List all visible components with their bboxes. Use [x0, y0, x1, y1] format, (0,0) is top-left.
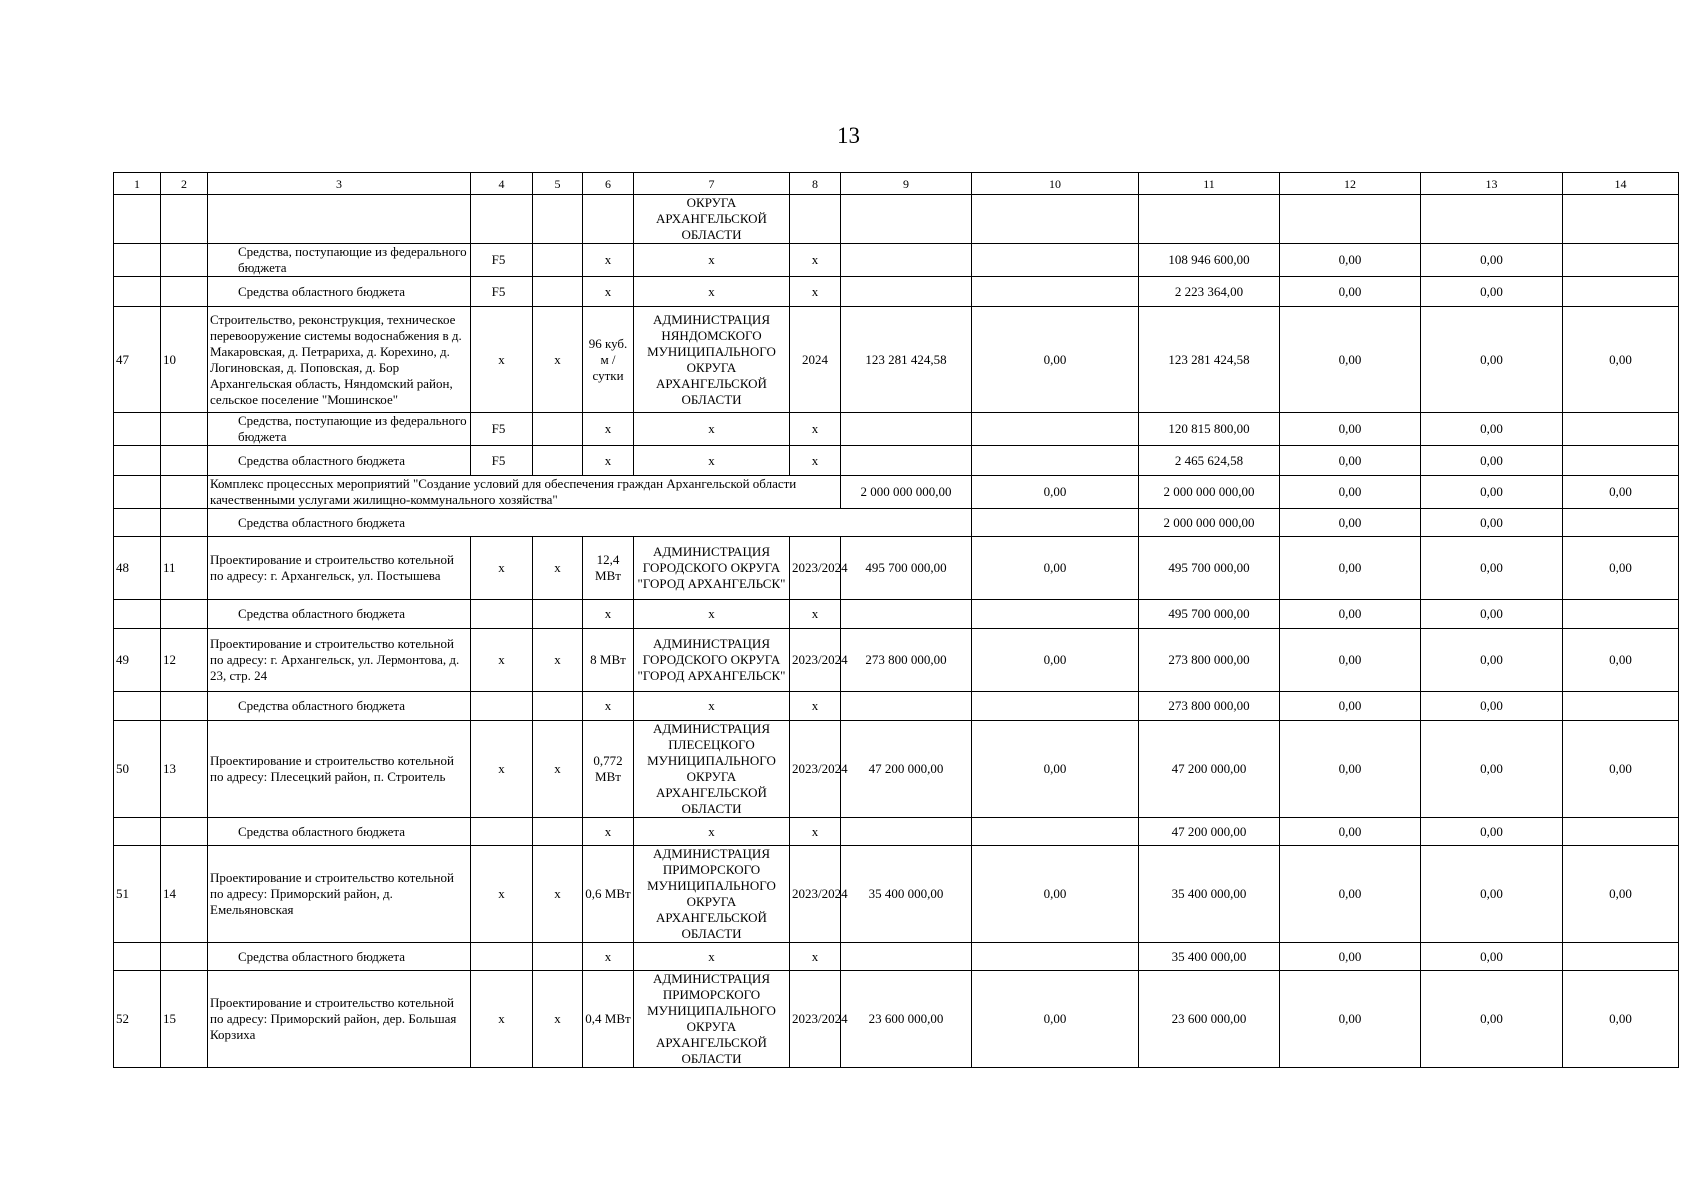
- amount-cell: 35 400 000,00: [1139, 943, 1280, 971]
- code-cell: F5: [471, 446, 533, 476]
- table-cell: х: [634, 818, 790, 846]
- table-cell: [114, 600, 161, 629]
- table-cell: [161, 600, 208, 629]
- code-cell: F5: [471, 413, 533, 446]
- table-cell: х: [634, 692, 790, 721]
- amount-cell: 0,00: [1563, 721, 1679, 818]
- project-name: Проектирование и строительство котельной по адресу: Приморский район, дер. Большая Корзиха: [208, 971, 471, 1068]
- table-cell: х: [790, 446, 841, 476]
- amount-cell: 273 800 000,00: [1139, 692, 1280, 721]
- table-row: [114, 846, 1679, 943]
- table-row: [114, 971, 1679, 1068]
- table-cell: [1563, 446, 1679, 476]
- amount-cell: 0,00: [1563, 971, 1679, 1068]
- table-cell: х: [533, 629, 583, 692]
- table-cell: х: [471, 971, 533, 1068]
- capacity-cell: 0,4 МВт: [583, 971, 634, 1068]
- row-number: 48: [114, 537, 161, 600]
- project-name: Проектирование и строительство котельной по адресу: Плесецкий район, п. Строитель: [208, 721, 471, 818]
- year-cell: 2024: [790, 307, 841, 413]
- row-number: 50: [114, 721, 161, 818]
- table-cell: [1280, 195, 1421, 244]
- funding-source: Средства, поступающие из федерального бюджета: [208, 244, 471, 277]
- funding-source: Средства областного бюджета: [208, 446, 471, 476]
- column-header: 5: [533, 173, 583, 195]
- table-cell: х: [790, 943, 841, 971]
- table-cell: х: [634, 446, 790, 476]
- amount-cell: 0,00: [1421, 600, 1563, 629]
- table-row: [114, 446, 1679, 476]
- table-cell: [161, 277, 208, 307]
- column-header: 4: [471, 173, 533, 195]
- table-cell: [161, 446, 208, 476]
- amount-cell: 0,00: [972, 629, 1139, 692]
- capacity-cell: 96 куб. м / сутки: [583, 307, 634, 413]
- amount-cell: 47 200 000,00: [841, 721, 972, 818]
- table-cell: х: [583, 692, 634, 721]
- amount-cell: 0,00: [1280, 244, 1421, 277]
- table-cell: [114, 943, 161, 971]
- table-cell: х: [790, 277, 841, 307]
- table-cell: [790, 195, 841, 244]
- table-cell: [1563, 509, 1679, 537]
- table-cell: х: [471, 537, 533, 600]
- table-cell: [972, 195, 1139, 244]
- table-cell: х: [634, 413, 790, 446]
- table-cell: [841, 413, 972, 446]
- table-cell: х: [533, 537, 583, 600]
- table-cell: [533, 277, 583, 307]
- amount-cell: 0,00: [1280, 971, 1421, 1068]
- code-cell: [471, 818, 533, 846]
- code-cell: F5: [471, 277, 533, 307]
- amount-cell: 0,00: [1280, 537, 1421, 600]
- table-cell: [533, 244, 583, 277]
- amount-cell: 273 800 000,00: [841, 629, 972, 692]
- row-number: 52: [114, 971, 161, 1068]
- table-cell: [471, 195, 533, 244]
- funding-source: Средства областного бюджета: [208, 818, 471, 846]
- table-cell: [533, 446, 583, 476]
- column-header: 13: [1421, 173, 1563, 195]
- administrator-cell: АДМИНИСТРАЦИЯ ПРИМОРСКОГО МУНИЦИПАЛЬНОГО ОКРУГА АРХАНГЕЛЬСКОЙ ОБЛАСТИ: [634, 846, 790, 943]
- amount-cell: 0,00: [1280, 721, 1421, 818]
- row-number: 51: [114, 846, 161, 943]
- capacity-cell: 12,4 МВт: [583, 537, 634, 600]
- amount-cell: 0,00: [972, 307, 1139, 413]
- table-cell: [841, 600, 972, 629]
- item-number: 14: [161, 846, 208, 943]
- table-cell: [533, 600, 583, 629]
- project-name: Проектирование и строительство котельной по адресу: Приморский район, д. Емельяновская: [208, 846, 471, 943]
- table-row: [114, 600, 1679, 629]
- table-cell: х: [634, 600, 790, 629]
- table-cell: [841, 277, 972, 307]
- amount-cell: 0,00: [972, 846, 1139, 943]
- amount-cell: 0,00: [1280, 307, 1421, 413]
- table-cell: [1563, 600, 1679, 629]
- table-cell: [841, 943, 972, 971]
- table-row: [114, 692, 1679, 721]
- administrator-cell: АДМИНИСТРАЦИЯ ГОРОДСКОГО ОКРУГА "ГОРОД АРХАНГЕЛЬСК": [634, 537, 790, 600]
- amount-cell: 0,00: [1280, 446, 1421, 476]
- capacity-cell: 0,772 МВт: [583, 721, 634, 818]
- column-header: 9: [841, 173, 972, 195]
- column-header: 12: [1280, 173, 1421, 195]
- table-cell: [1563, 277, 1679, 307]
- table-cell: [114, 244, 161, 277]
- amount-cell: 0,00: [1421, 509, 1563, 537]
- column-header: 8: [790, 173, 841, 195]
- table-cell: [114, 195, 161, 244]
- capacity-cell: 8 МВт: [583, 629, 634, 692]
- amount-cell: 0,00: [1563, 307, 1679, 413]
- table-cell: [972, 277, 1139, 307]
- table-cell: [1563, 195, 1679, 244]
- table-cell: [1139, 195, 1280, 244]
- table-row: [114, 629, 1679, 692]
- year-cell: 2023/2024: [790, 537, 841, 600]
- amount-cell: 23 600 000,00: [841, 971, 972, 1068]
- table-cell: х: [533, 971, 583, 1068]
- amount-cell: 0,00: [1563, 629, 1679, 692]
- amount-cell: 0,00: [1421, 476, 1563, 509]
- amount-cell: 35 400 000,00: [1139, 846, 1280, 943]
- amount-cell: 0,00: [1421, 971, 1563, 1068]
- amount-cell: 0,00: [1421, 846, 1563, 943]
- table-cell: х: [634, 943, 790, 971]
- table-cell: [114, 476, 161, 509]
- amount-cell: 123 281 424,58: [1139, 307, 1280, 413]
- table-row: [114, 537, 1679, 600]
- table-cell: [841, 195, 972, 244]
- amount-cell: 495 700 000,00: [1139, 600, 1280, 629]
- table-cell: х: [583, 244, 634, 277]
- amount-cell: 0,00: [972, 971, 1139, 1068]
- amount-cell: 495 700 000,00: [841, 537, 972, 600]
- table-cell: [1563, 818, 1679, 846]
- table-cell: х: [634, 277, 790, 307]
- table-cell: [533, 413, 583, 446]
- table-cell: [533, 943, 583, 971]
- amount-cell: 0,00: [1563, 846, 1679, 943]
- table-cell: х: [533, 721, 583, 818]
- table-row: [114, 413, 1679, 446]
- item-number: 11: [161, 537, 208, 600]
- table-cell: [161, 943, 208, 971]
- column-header: 14: [1563, 173, 1679, 195]
- table-cell: х: [583, 943, 634, 971]
- amount-cell: 0,00: [1421, 277, 1563, 307]
- row-number: 49: [114, 629, 161, 692]
- table-cell: х: [790, 600, 841, 629]
- administrator-cell: АДМИНИСТРАЦИЯ ПЛЕСЕЦКОГО МУНИЦИПАЛЬНОГО ОКРУГА АРХАНГЕЛЬСКОЙ ОБЛАСТИ: [634, 721, 790, 818]
- column-header: 6: [583, 173, 634, 195]
- amount-cell: 123 281 424,58: [841, 307, 972, 413]
- amount-cell: 0,00: [1280, 629, 1421, 692]
- amount-cell: 0,00: [972, 537, 1139, 600]
- table-row: [114, 943, 1679, 971]
- table-cell: [114, 413, 161, 446]
- year-cell: 2023/2024: [790, 721, 841, 818]
- year-cell: 2023/2024: [790, 629, 841, 692]
- project-name: Проектирование и строительство котельной по адресу: г. Архангельск, ул. Постышева: [208, 537, 471, 600]
- table-cell: х: [583, 600, 634, 629]
- amount-cell: 0,00: [1421, 446, 1563, 476]
- budget-table: [113, 172, 1679, 1068]
- amount-cell: 108 946 600,00: [1139, 244, 1280, 277]
- page-number: 13: [837, 123, 860, 148]
- amount-cell: 0,00: [1280, 413, 1421, 446]
- table-cell: [1563, 244, 1679, 277]
- amount-cell: 0,00: [1421, 537, 1563, 600]
- table-cell: [583, 195, 634, 244]
- project-name: Строительство, реконструкция, техническое перевооружение системы водоснабжения в д. Макаровская, д. Петрариха, д. Корехино, д. Логиновская, д. Поповская, д. Бор Архангельская область, Няндомский район, сельское поселение "Мошинское": [208, 307, 471, 413]
- table-cell: х: [583, 277, 634, 307]
- table-cell: [1563, 413, 1679, 446]
- amount-cell: 495 700 000,00: [1139, 537, 1280, 600]
- table-cell: [533, 195, 583, 244]
- table-cell: [161, 476, 208, 509]
- amount-cell: 0,00: [1280, 943, 1421, 971]
- amount-cell: 0,00: [1280, 692, 1421, 721]
- header-row: [114, 173, 1679, 195]
- table-cell: [533, 692, 583, 721]
- table-cell: [161, 509, 208, 537]
- table-cell: [533, 818, 583, 846]
- table-cell: [972, 692, 1139, 721]
- amount-cell: 0,00: [1280, 476, 1421, 509]
- table-cell: [114, 692, 161, 721]
- code-cell: [471, 692, 533, 721]
- amount-cell: 0,00: [1280, 846, 1421, 943]
- column-header: 2: [161, 173, 208, 195]
- column-header: 11: [1139, 173, 1280, 195]
- year-cell: 2023/2024: [790, 971, 841, 1068]
- table-cell: х: [471, 629, 533, 692]
- table-cell: [161, 413, 208, 446]
- table-cell: [161, 195, 208, 244]
- table-cell: [841, 692, 972, 721]
- column-header: 10: [972, 173, 1139, 195]
- amount-cell: 2 465 624,58: [1139, 446, 1280, 476]
- amount-cell: 0,00: [1563, 476, 1679, 509]
- amount-cell: 23 600 000,00: [1139, 971, 1280, 1068]
- amount-cell: 0,00: [972, 476, 1139, 509]
- administrator-cell: АДМИНИСТРАЦИЯ НЯНДОМСКОГО МУНИЦИПАЛЬНОГО ОКРУГА АРХАНГЕЛЬСКОЙ ОБЛАСТИ: [634, 307, 790, 413]
- table-row: [114, 721, 1679, 818]
- table-cell: [114, 818, 161, 846]
- table-cell: [208, 195, 471, 244]
- amount-cell: 0,00: [1280, 600, 1421, 629]
- administrator-cell: ОКРУГА АРХАНГЕЛЬСКОЙ ОБЛАСТИ: [634, 195, 790, 244]
- table-cell: х: [533, 846, 583, 943]
- amount-cell: 47 200 000,00: [1139, 721, 1280, 818]
- table-cell: [114, 446, 161, 476]
- table-cell: [841, 446, 972, 476]
- column-header: 7: [634, 173, 790, 195]
- year-cell: 2023/2024: [790, 846, 841, 943]
- amount-cell: 35 400 000,00: [841, 846, 972, 943]
- amount-cell: 0,00: [1421, 692, 1563, 721]
- table-cell: [972, 818, 1139, 846]
- administrator-cell: АДМИНИСТРАЦИЯ ПРИМОРСКОГО МУНИЦИПАЛЬНОГО ОКРУГА АРХАНГЕЛЬСКОЙ ОБЛАСТИ: [634, 971, 790, 1068]
- amount-cell: 0,00: [1421, 818, 1563, 846]
- table-row: [114, 244, 1679, 277]
- complex-title: Комплекс процессных мероприятий "Создание условий для обеспечения граждан Архангельской области качественными услугами жилищно-коммунального хозяйства": [208, 476, 841, 509]
- funding-source: Средства областного бюджета: [208, 943, 471, 971]
- table-cell: х: [533, 307, 583, 413]
- amount-cell: 0,00: [1280, 509, 1421, 537]
- item-number: 10: [161, 307, 208, 413]
- table-row: [114, 476, 1679, 509]
- amount-cell: 0,00: [1421, 413, 1563, 446]
- table-cell: [972, 413, 1139, 446]
- table-cell: х: [471, 307, 533, 413]
- table-cell: [841, 244, 972, 277]
- table-cell: х: [471, 721, 533, 818]
- table-cell: х: [583, 413, 634, 446]
- amount-cell: 2 000 000 000,00: [1139, 476, 1280, 509]
- row-number: 47: [114, 307, 161, 413]
- table-cell: [114, 509, 161, 537]
- item-number: 15: [161, 971, 208, 1068]
- funding-source: Средства областного бюджета: [208, 692, 471, 721]
- table-row: [114, 509, 1679, 537]
- column-header: 1: [114, 173, 161, 195]
- table-cell: х: [790, 692, 841, 721]
- amount-cell: 47 200 000,00: [1139, 818, 1280, 846]
- amount-cell: 0,00: [972, 721, 1139, 818]
- table-cell: [1563, 943, 1679, 971]
- table-cell: х: [583, 446, 634, 476]
- code-cell: [471, 943, 533, 971]
- table-row: [114, 195, 1679, 244]
- table-cell: [161, 818, 208, 846]
- table-cell: [972, 943, 1139, 971]
- table-cell: [972, 600, 1139, 629]
- funding-source: Средства, поступающие из федерального бюджета: [208, 413, 471, 446]
- table-cell: х: [471, 846, 533, 943]
- table-cell: [114, 277, 161, 307]
- table-cell: [972, 446, 1139, 476]
- table-cell: [1563, 692, 1679, 721]
- table-cell: х: [634, 244, 790, 277]
- table-cell: х: [583, 818, 634, 846]
- amount-cell: 0,00: [1280, 277, 1421, 307]
- amount-cell: 0,00: [1280, 818, 1421, 846]
- column-header: 3: [208, 173, 471, 195]
- table-row: [114, 307, 1679, 413]
- amount-cell: 273 800 000,00: [1139, 629, 1280, 692]
- table-cell: х: [790, 818, 841, 846]
- amount-cell: 2 000 000 000,00: [1139, 509, 1280, 537]
- amount-cell: 0,00: [1563, 537, 1679, 600]
- table-cell: х: [790, 413, 841, 446]
- amount-cell: 0,00: [1421, 721, 1563, 818]
- table-row: [114, 818, 1679, 846]
- item-number: 12: [161, 629, 208, 692]
- table-cell: [161, 692, 208, 721]
- amount-cell: 120 815 800,00: [1139, 413, 1280, 446]
- capacity-cell: 0,6 МВт: [583, 846, 634, 943]
- funding-source: Средства областного бюджета: [208, 600, 471, 629]
- code-cell: F5: [471, 244, 533, 277]
- amount-cell: 0,00: [1421, 629, 1563, 692]
- code-cell: [471, 600, 533, 629]
- table-cell: [841, 818, 972, 846]
- item-number: 13: [161, 721, 208, 818]
- administrator-cell: АДМИНИСТРАЦИЯ ГОРОДСКОГО ОКРУГА "ГОРОД АРХАНГЕЛЬСК": [634, 629, 790, 692]
- table-cell: [1421, 195, 1563, 244]
- funding-source: Средства областного бюджета: [208, 509, 972, 537]
- table-cell: [972, 509, 1139, 537]
- table-cell: [161, 244, 208, 277]
- funding-source: Средства областного бюджета: [208, 277, 471, 307]
- amount-cell: 2 000 000 000,00: [841, 476, 972, 509]
- table-cell: [972, 244, 1139, 277]
- amount-cell: 2 223 364,00: [1139, 277, 1280, 307]
- amount-cell: 0,00: [1421, 307, 1563, 413]
- amount-cell: 0,00: [1421, 943, 1563, 971]
- project-name: Проектирование и строительство котельной по адресу: г. Архангельск, ул. Лермонтова, д. 23, стр. 24: [208, 629, 471, 692]
- table-row: [114, 277, 1679, 307]
- table-cell: х: [790, 244, 841, 277]
- amount-cell: 0,00: [1421, 244, 1563, 277]
